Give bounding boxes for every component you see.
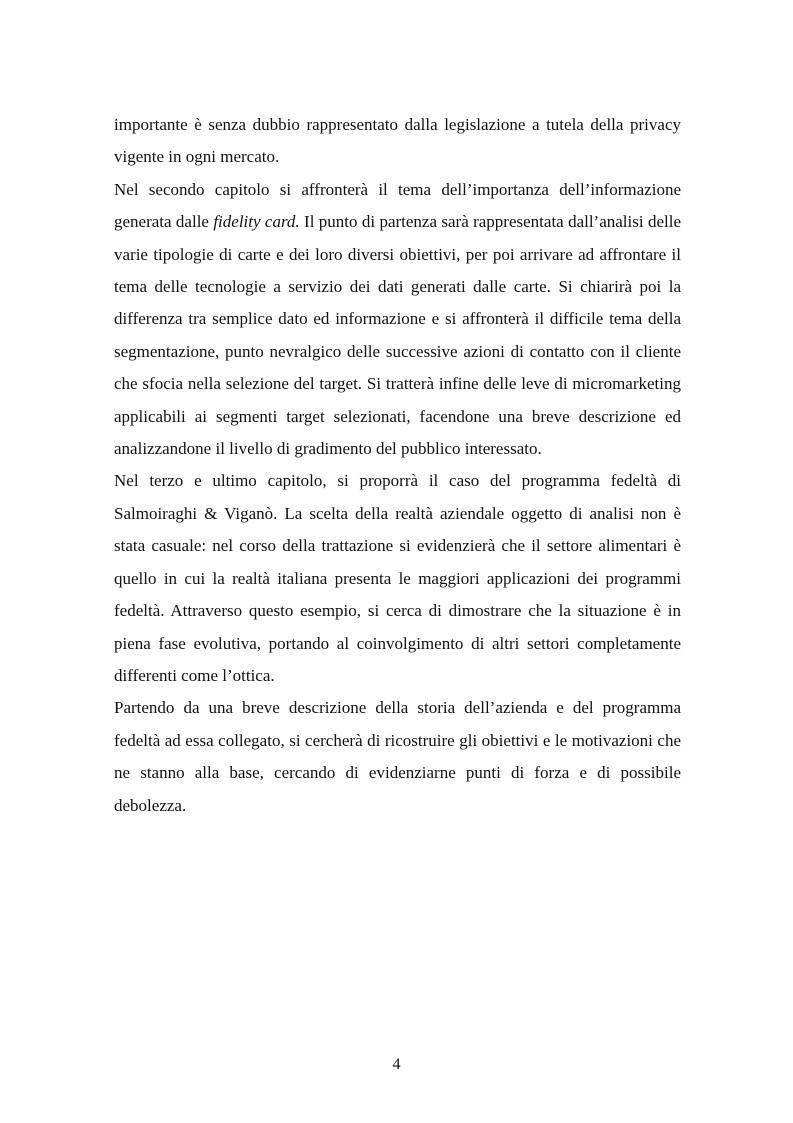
paragraph-3-text: Nel terzo e ultimo capitolo, si proporrà il caso del programma fedeltà di Salmoiraghi & Viganò. La scelta della realtà aziendale oggetto di analisi non è stata casuale: nel corso della trattazione si evidenzierà che il settore alimentari è quello in cui la realtà italiana presenta le maggiori applicazioni dei programmi fedeltà. Attraverso questo esempio, si cerca di dimostrare che la situazione è in piena fase evolutiva, portando al coinvolgimento di altri settori completamente differenti come l’ottica. (114, 471, 681, 685)
body-text (114, 109, 681, 822)
paragraph-2-italic-term: fidelity card. (213, 212, 300, 232)
paragraph-2-text-b: Il punto di partenza sarà rappresentata dall’analisi delle varie tipologie di carte e dei loro diversi obiettivi, per poi arrivare ad affrontare il tema delle tecnologie a servizio dei dati generati dalle carte. Si chiarirà poi la differenza tra semplice dato ed informazione e si affronterà il difficile tema della segmentazione, punto nevralgico delle successive azioni di contatto con il cliente che sfocia nella selezione del target. Si tratterà infine delle leve di micromarketing applicabili ai segmenti target selezionati, facendone una breve descrizione ed analizzandone il livello di gradimento del pubblico interessato. (114, 212, 681, 459)
paragraph-4 (114, 692, 681, 822)
paragraph-2 (114, 174, 681, 466)
paragraph-3 (114, 465, 681, 692)
paragraph-4-text: Partendo da una breve descrizione della storia dell’azienda e del programma fedeltà ad essa collegato, si cercherà di ricostruire gli obiettivi e le motivazioni che ne stanno alla base, cercando di evidenziarne punti di forza e di possibile debolezza. (114, 698, 681, 815)
paragraph-1-text: importante è senza dubbio rappresentato dalla legislazione a tutela della privacy vigente in ogni mercato. (114, 115, 681, 167)
page-number: 4 (392, 1056, 401, 1073)
paragraph-1 (114, 109, 681, 174)
paragraph-2-text-a: Nel secondo capitolo si affronterà il tema dell’importanza dell’informazione generata dalle (114, 179, 681, 232)
